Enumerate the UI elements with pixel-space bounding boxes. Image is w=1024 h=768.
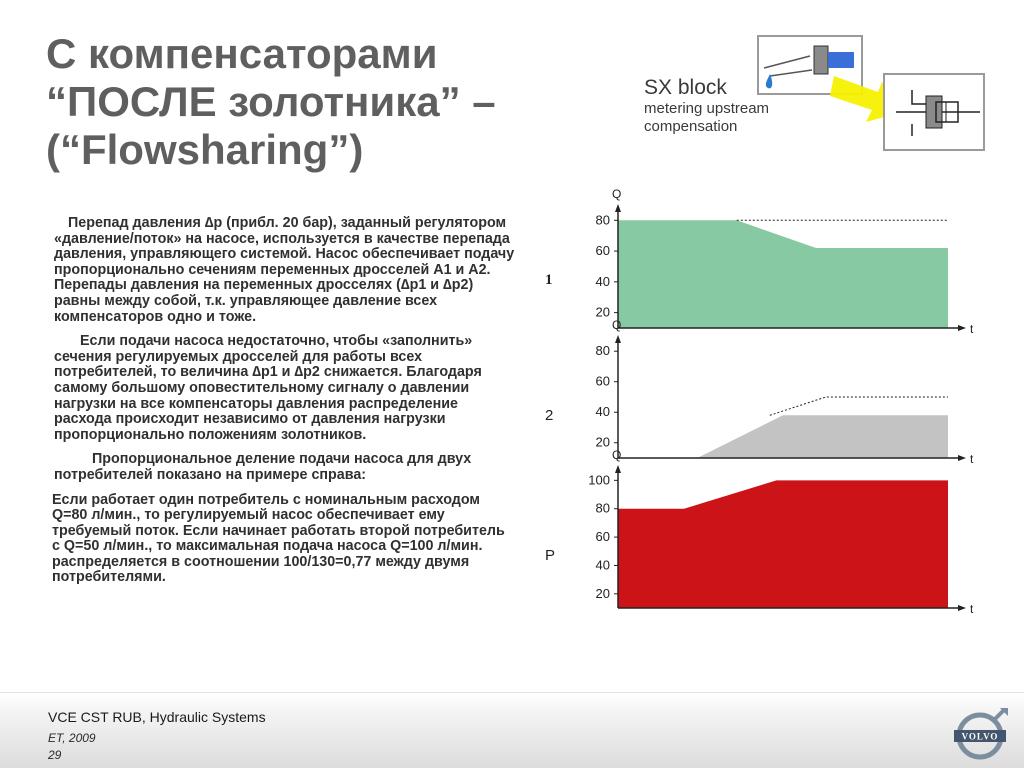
chart-1-tick-label: 40 — [595, 273, 610, 289]
footer — [0, 692, 1024, 768]
chart-3-y-arrow-icon — [615, 465, 621, 473]
chart-2-ylabel: Q — [612, 318, 622, 332]
chart-2-panel-label: 2 — [545, 407, 554, 424]
footer-org: VCE CST RUB, Hydraulic Systems — [48, 709, 266, 725]
sx-block-title: SX block — [644, 76, 727, 99]
chart-2-tick-label: 20 — [595, 434, 610, 450]
volvo-logo — [950, 706, 1014, 760]
chart-2-dashed-line — [770, 397, 948, 415]
chart-2-tick-label: 40 — [595, 404, 610, 420]
chart-1-tick-label: 80 — [595, 212, 610, 228]
chart-3-ylabel: Q — [612, 448, 622, 462]
chart-2-y-arrow-icon — [615, 335, 621, 343]
chart-1-ylabel: Q — [612, 187, 622, 201]
chart-3-tick-label: 60 — [595, 529, 610, 545]
chart-2-area — [618, 415, 948, 458]
chart-3-tick-label: 20 — [595, 585, 610, 601]
title-line-1: С компенсаторами — [46, 30, 438, 77]
title-line-3: (“Flowsharing”) — [46, 126, 364, 173]
sx-block-subtitle-1: metering upstream — [644, 100, 770, 117]
chart-2-x-arrow-icon — [958, 455, 966, 461]
paragraph-1: Перепад давления ∆р (прибл. 20 бар), заданный регулятором «давление/поток» на насосе, используется в качестве перепада давления, управляющего системой. Насос обеспечивает подачу пропорционально сечениям переменных дросселей А1 и А2. Перепады давления на переменных дросселях (∆р1 и ∆р2) равны между собой, т.к. управляющее давление всех компенсаторов одно и тоже. — [54, 215, 515, 325]
chart-2-tick-label: 80 — [595, 343, 610, 359]
chart-3-panel-label: P — [545, 547, 556, 564]
chart-1-tick-label: 20 — [595, 304, 610, 320]
chart-3-tick-label: 40 — [595, 557, 610, 573]
chart-2-xlabel: t — [970, 452, 974, 466]
chart-1-tick-label: 60 — [595, 243, 610, 259]
paragraph-3: Пропорциональное деление подачи насоса для двух потребителей показано на примере справа: — [54, 451, 472, 483]
chart-1-xlabel: t — [970, 322, 974, 336]
paragraph-2: Если подачи насоса недостаточно, чтобы «заполнить» сечения регулируемых дросселей для работы всех потребителей, то величина ∆р1 и ∆р2 снижается. Благодаря самому большому оповестительному сигналу о давлении нагрузки на все компенсаторы давления распределение расхода происходит независимо от давления нагрузки пропорционально положениям золотников. — [54, 333, 482, 443]
title-line-2: “ПОСЛЕ золотника” – — [46, 78, 496, 125]
chart-3-tick-label: 80 — [595, 500, 610, 516]
chart-1-panel-label: 1 — [545, 272, 553, 288]
volvo-logo-text: VOLVO — [961, 731, 999, 742]
chart-1-area — [618, 220, 948, 328]
sx-block-subtitle-2: compensation — [644, 118, 738, 135]
paragraph-4: Если работает один потребитель с номинальным расходом Q=80 л/мин., то регулируемый насос обеспечивает ему требуемый поток. Если начинает работать второй потребитель с Q=50 л/мин., то максимальная подача насоса Q=100 л/мин. распределяется в соотношении 100/130=0,77 между двумя потребителями. — [52, 491, 505, 586]
footer-dept: ET, 2009 — [48, 731, 96, 745]
chart-1-x-arrow-icon — [958, 325, 966, 331]
chart-3-area — [618, 480, 948, 608]
chart-3-x-arrow-icon — [958, 605, 966, 611]
chart-3-tick-label: 100 — [588, 472, 610, 488]
chart-3-xlabel: t — [970, 602, 974, 616]
chart-2-tick-label: 60 — [595, 373, 610, 389]
chart-1-y-arrow-icon — [615, 204, 621, 212]
footer-page-number: 29 — [48, 748, 62, 762]
